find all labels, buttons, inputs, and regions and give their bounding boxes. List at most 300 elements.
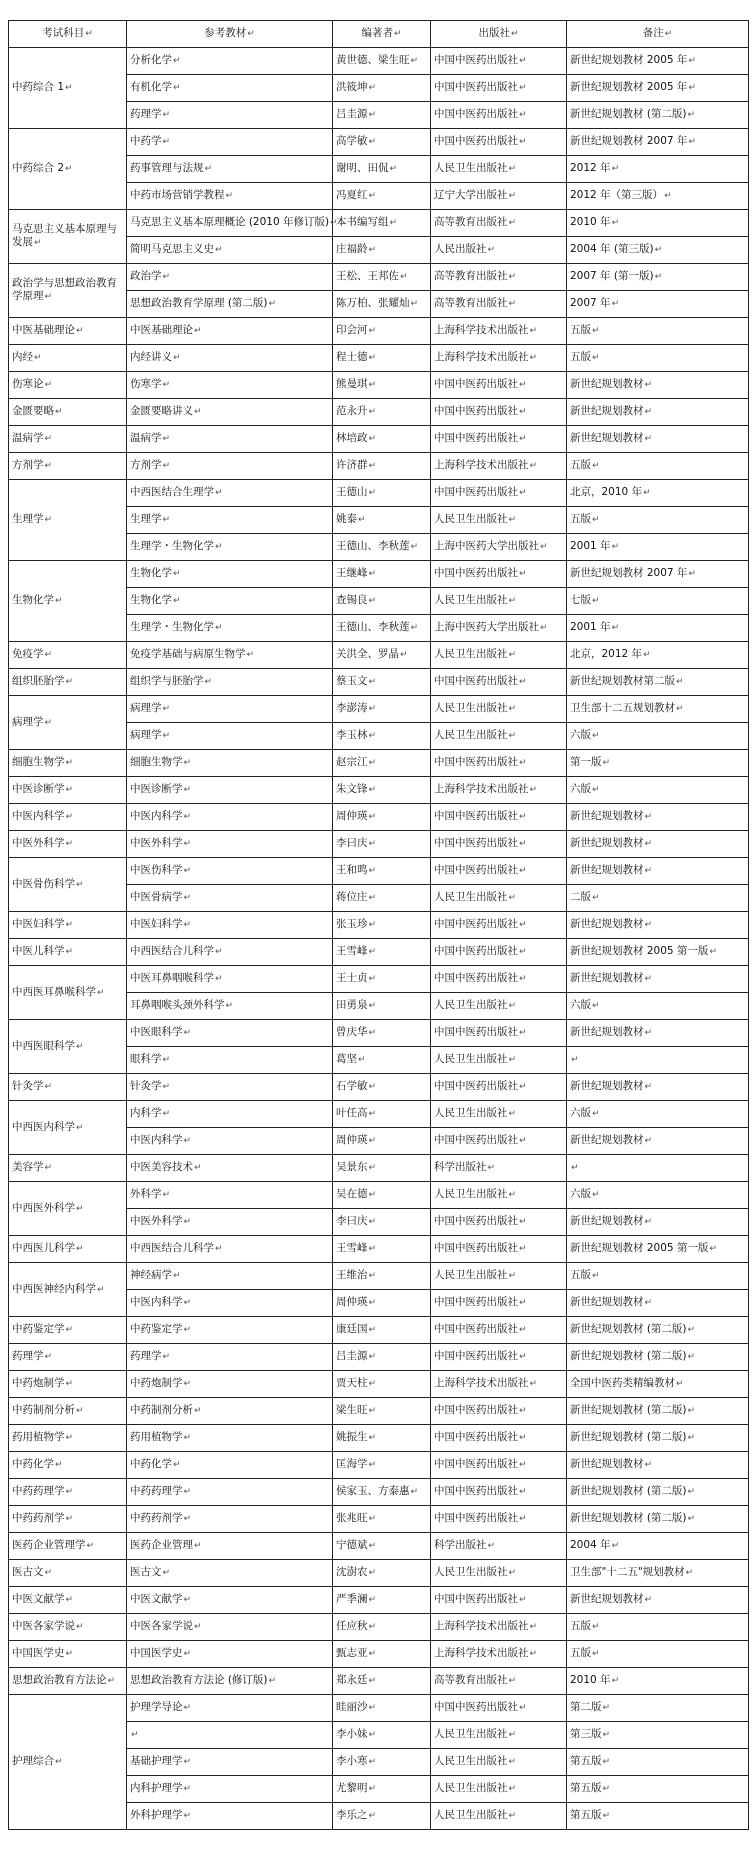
paragraph-mark-icon: ↵ — [368, 1622, 377, 1632]
paragraph-mark-icon: ↵ — [508, 893, 517, 903]
publisher-cell: 中国中医药出版社↵ — [431, 750, 567, 777]
subject-cell: 中医诊断学↵ — [9, 777, 127, 804]
author-cell: 沈澍农↵ — [333, 1560, 431, 1587]
paragraph-mark-icon: ↵ — [204, 164, 213, 174]
paragraph-mark-icon: ↵ — [611, 218, 620, 228]
paragraph-mark-icon: ↵ — [183, 920, 192, 930]
author-cell: 李澎涛↵ — [333, 696, 431, 723]
paragraph-mark-icon: ↵ — [400, 650, 408, 660]
paragraph-mark-icon: ↵ — [225, 1001, 234, 1011]
paragraph-mark-icon: ↵ — [592, 326, 600, 336]
paragraph-mark-icon: ↵ — [76, 1244, 84, 1254]
paragraph-mark-icon: ↵ — [194, 1163, 202, 1173]
paragraph-mark-icon: ↵ — [44, 650, 53, 660]
paragraph-mark-icon: ↵ — [368, 1730, 377, 1740]
remarks-cell: 新世纪规划教材 (第二版)↵ — [567, 1398, 749, 1425]
remarks-cell: 卫生部十二五规划教材↵ — [567, 696, 749, 723]
author-cell: 庄福龄↵ — [333, 237, 431, 264]
publisher-cell: 人民卫生出版社↵ — [431, 1263, 567, 1290]
paragraph-mark-icon: ↵ — [76, 1122, 84, 1133]
table-row — [9, 831, 749, 858]
paragraph-mark-icon: ↵ — [571, 1055, 579, 1065]
table-row — [9, 1479, 749, 1506]
paragraph-mark-icon: ↵ — [611, 542, 620, 552]
subject-cell: 病理学↵ — [9, 696, 127, 750]
paragraph-mark-icon: ↵ — [487, 1541, 496, 1551]
author-cell: 宁德斌↵ — [333, 1533, 431, 1560]
author-cell: 黄世德、梁生旺↵ — [333, 48, 431, 75]
publisher-cell: 人民卫生出版社↵ — [431, 156, 567, 183]
textbook-cell: 分析化学↵ — [127, 48, 333, 75]
subject-cell: 针灸学↵ — [9, 1074, 127, 1101]
textbook-cell: 组织学与胚胎学↵ — [127, 669, 333, 696]
author-cell: 严季澜↵ — [333, 1587, 431, 1614]
paragraph-mark-icon: ↵ — [368, 1676, 377, 1686]
publisher-cell: 中国中医药出版社↵ — [431, 1398, 567, 1425]
table-row — [9, 858, 749, 885]
subject-cell: 思想政治教育方法论↵ — [9, 1668, 127, 1695]
remarks-cell: 2001 年↵ — [567, 615, 749, 642]
paragraph-mark-icon: ↵ — [65, 1379, 74, 1389]
author-cell: 石学敏↵ — [333, 1074, 431, 1101]
remarks-cell — [567, 1155, 749, 1182]
header-cell-publisher: 出版社↵ — [431, 21, 567, 48]
remarks-cell: 2007 年 (第一版)↵ — [567, 264, 749, 291]
remarks-cell: 六版↵ — [567, 1182, 749, 1209]
paragraph-mark-icon: ↵ — [76, 1041, 84, 1052]
paragraph-mark-icon: ↵ — [519, 380, 527, 390]
paragraph-mark-icon: ↵ — [183, 1703, 192, 1713]
paragraph-mark-icon: ↵ — [65, 83, 73, 93]
paragraph-mark-icon: ↵ — [162, 1055, 171, 1065]
table-row — [9, 642, 749, 669]
table-row — [9, 372, 749, 399]
remarks-cell: 2012 年↵ — [567, 156, 749, 183]
paragraph-mark-icon: ↵ — [592, 1109, 600, 1119]
author-cell: 林培政↵ — [333, 426, 431, 453]
subject-cell: 医药企业管理学↵ — [9, 1533, 127, 1560]
paragraph-mark-icon: ↵ — [644, 839, 653, 849]
paragraph-mark-icon: ↵ — [65, 758, 74, 768]
paragraph-mark-icon: ↵ — [162, 515, 171, 525]
paragraph-mark-icon: ↵ — [592, 1271, 600, 1281]
paragraph-mark-icon: ↵ — [508, 1757, 517, 1767]
paragraph-mark-icon: ↵ — [65, 920, 74, 930]
remarks-cell: 新世纪规划教材 2005 年↵ — [567, 75, 749, 102]
paragraph-mark-icon: ↵ — [268, 1676, 277, 1686]
paragraph-mark-icon: ↵ — [215, 245, 223, 255]
paragraph-mark-icon: ↵ — [368, 1163, 377, 1173]
table-row — [9, 1587, 749, 1614]
subject-cell: 药用植物学↵ — [9, 1425, 127, 1452]
paragraph-mark-icon: ↵ — [368, 434, 377, 444]
author-cell: 谢明、田侃↵ — [333, 156, 431, 183]
remarks-cell: 新世纪规划教材 (第二版)↵ — [567, 102, 749, 129]
author-cell: 王维治↵ — [333, 1263, 431, 1290]
remarks-cell: 五版↵ — [567, 318, 749, 345]
paragraph-mark-icon: ↵ — [173, 1460, 181, 1470]
paragraph-mark-icon: ↵ — [508, 272, 517, 282]
subject-cell: 中医妇科学↵ — [9, 912, 127, 939]
table-row — [9, 1533, 749, 1560]
paragraph-mark-icon: ↵ — [183, 1487, 192, 1497]
author-cell: 葛坚↵ — [333, 1047, 431, 1074]
textbook-cell: 内经讲义↵ — [127, 345, 333, 372]
paragraph-mark-icon: ↵ — [644, 407, 653, 417]
paragraph-mark-icon: ↵ — [644, 1136, 653, 1146]
textbook-cell: 中药市场营销学教程↵ — [127, 183, 333, 210]
table-row — [9, 318, 749, 345]
table-row — [9, 1614, 749, 1641]
paragraph-mark-icon: ↵ — [519, 83, 527, 93]
paragraph-mark-icon: ↵ — [65, 677, 74, 687]
paragraph-mark-icon: ↵ — [86, 1541, 95, 1551]
publisher-cell: 上海科学技术出版社↵ — [431, 1641, 567, 1668]
paragraph-mark-icon: ↵ — [508, 1190, 517, 1200]
paragraph-mark-icon: ↵ — [162, 731, 171, 741]
paragraph-mark-icon: ↵ — [529, 461, 538, 471]
textbook-cell: 中医外科学↵ — [127, 831, 333, 858]
remarks-cell: 新世纪规划教材 2007 年↵ — [567, 561, 749, 588]
paragraph-mark-icon: ↵ — [519, 866, 527, 876]
paragraph-mark-icon: ↵ — [611, 299, 620, 309]
textbook-cell: 思想政治教育方法论 (修订版)↵ — [127, 1668, 333, 1695]
paragraph-mark-icon: ↵ — [410, 1487, 419, 1497]
paragraph-mark-icon: ↵ — [225, 191, 234, 201]
publisher-cell: 高等教育出版社↵ — [431, 210, 567, 237]
remarks-cell: 第三版↵ — [567, 1722, 749, 1749]
author-cell: 周仲瑛↵ — [333, 1128, 431, 1155]
remarks-cell: 新世纪规划教材 (第二版)↵ — [567, 1425, 749, 1452]
author-cell: 王德山、李秋莲↵ — [333, 534, 431, 561]
paragraph-mark-icon: ↵ — [162, 434, 171, 444]
author-cell: 姚振生↵ — [333, 1425, 431, 1452]
paragraph-mark-icon: ↵ — [519, 812, 527, 822]
subject-cell: 免疫学↵ — [9, 642, 127, 669]
subject-cell: 马克思主义基本原理与发展↵ — [9, 210, 127, 264]
paragraph-mark-icon: ↵ — [194, 1541, 202, 1551]
subject-cell: 中药制剂分析↵ — [9, 1398, 127, 1425]
paragraph-mark-icon: ↵ — [368, 596, 377, 606]
paragraph-mark-icon: ↵ — [368, 1028, 377, 1038]
remarks-cell: 新世纪规划教材↵ — [567, 399, 749, 426]
textbook-cell: 外科护理学↵ — [127, 1803, 333, 1830]
remarks-cell: 新世纪规划教材 (第二版)↵ — [567, 1317, 749, 1344]
paragraph-mark-icon: ↵ — [65, 785, 74, 795]
remarks-cell: 2012 年（第三版）↵ — [567, 183, 749, 210]
author-cell: 本书编写组↵ — [333, 210, 431, 237]
textbook-cell: 生理学↵ — [127, 507, 333, 534]
paragraph-mark-icon: ↵ — [519, 974, 527, 984]
author-cell: 姚泰↵ — [333, 507, 431, 534]
author-cell: 冯夏红↵ — [333, 183, 431, 210]
paragraph-mark-icon: ↵ — [519, 947, 527, 957]
remarks-cell: 新世纪规划教材↵ — [567, 372, 749, 399]
paragraph-mark-icon: ↵ — [611, 1676, 620, 1686]
publisher-cell: 中国中医药出版社↵ — [431, 1074, 567, 1101]
paragraph-mark-icon: ↵ — [173, 56, 181, 66]
paragraph-mark-icon: ↵ — [183, 1433, 192, 1443]
publisher-cell: 中国中医药出版社↵ — [431, 1290, 567, 1317]
remarks-cell — [567, 1047, 749, 1074]
paragraph-mark-icon: ↵ — [644, 1028, 653, 1038]
textbook-cell: 中药药理学↵ — [127, 1479, 333, 1506]
paragraph-mark-icon: ↵ — [162, 272, 171, 282]
paragraph-mark-icon: ↵ — [644, 434, 653, 444]
paragraph-mark-icon: ↵ — [529, 1622, 538, 1632]
publisher-cell: 中国中医药出版社↵ — [431, 1209, 567, 1236]
table-row — [9, 1236, 749, 1263]
paragraph-mark-icon: ↵ — [519, 1514, 527, 1524]
paragraph-mark-icon: ↵ — [76, 1406, 84, 1416]
subject-cell: 中药药理学↵ — [9, 1479, 127, 1506]
author-cell: 吴在德↵ — [333, 1182, 431, 1209]
remarks-cell: 新世纪规划教材 2007 年↵ — [567, 129, 749, 156]
textbook-cell: 中西医结合儿科学↵ — [127, 939, 333, 966]
paragraph-mark-icon: ↵ — [529, 1379, 538, 1389]
paragraph-mark-icon: ↵ — [602, 758, 611, 768]
remarks-cell: 2001 年↵ — [567, 534, 749, 561]
textbook-cell: 中医各家学说↵ — [127, 1614, 333, 1641]
table-row — [9, 804, 749, 831]
paragraph-mark-icon: ↵ — [685, 1568, 694, 1578]
paragraph-mark-icon: ↵ — [519, 1325, 527, 1335]
remarks-cell: 六版↵ — [567, 777, 749, 804]
paragraph-mark-icon: ↵ — [688, 137, 696, 147]
subject-cell: 医古文↵ — [9, 1560, 127, 1587]
author-cell: 吕圭源↵ — [333, 102, 431, 129]
header-cell-remarks: 备注↵ — [567, 21, 749, 48]
author-cell: 范永升↵ — [333, 399, 431, 426]
author-cell: 李曰庆↵ — [333, 1209, 431, 1236]
paragraph-mark-icon: ↵ — [654, 245, 663, 255]
paragraph-mark-icon: ↵ — [519, 569, 527, 579]
paragraph-mark-icon: ↵ — [368, 731, 377, 741]
paragraph-mark-icon: ↵ — [368, 1136, 377, 1146]
paragraph-mark-icon: ↵ — [173, 1271, 181, 1281]
table-header — [9, 21, 749, 48]
paragraph-mark-icon: ↵ — [268, 299, 277, 309]
subject-cell: 护理综合↵ — [9, 1695, 127, 1830]
subject-cell: 伤寒论↵ — [9, 372, 127, 399]
paragraph-mark-icon: ↵ — [107, 1676, 116, 1686]
publisher-cell: 人民出版社↵ — [431, 237, 567, 264]
author-cell: 李乐之↵ — [333, 1803, 431, 1830]
paragraph-mark-icon: ↵ — [76, 1622, 84, 1632]
paragraph-mark-icon: ↵ — [65, 1514, 74, 1524]
subject-cell: 中西医神经内科学↵ — [9, 1263, 127, 1317]
author-cell: 许济群↵ — [333, 453, 431, 480]
paragraph-mark-icon: ↵ — [368, 407, 377, 417]
publisher-cell: 上海科学技术出版社↵ — [431, 1371, 567, 1398]
publisher-cell: 中国中医药出版社↵ — [431, 1344, 567, 1371]
publisher-cell: 中国中医药出版社↵ — [431, 102, 567, 129]
paragraph-mark-icon: ↵ — [644, 1595, 653, 1605]
publisher-cell: 中国中医药出版社↵ — [431, 399, 567, 426]
textbook-cell: 中医内科学↵ — [127, 1128, 333, 1155]
paragraph-mark-icon: ↵ — [508, 1271, 517, 1281]
table-row — [9, 1074, 749, 1101]
publisher-cell: 中国中医药出版社↵ — [431, 669, 567, 696]
remarks-cell: 六版↵ — [567, 1101, 749, 1128]
publisher-cell: 中国中医药出版社↵ — [431, 129, 567, 156]
paragraph-mark-icon: ↵ — [55, 596, 63, 606]
textbook-cell: 有机化学↵ — [127, 75, 333, 102]
paragraph-mark-icon: ↵ — [410, 56, 419, 66]
paragraph-mark-icon: ↵ — [368, 1568, 377, 1578]
paragraph-mark-icon: ↵ — [519, 677, 527, 687]
table-row — [9, 426, 749, 453]
paragraph-mark-icon: ↵ — [368, 1433, 377, 1443]
publisher-cell: 人民卫生出版社↵ — [431, 885, 567, 912]
paragraph-mark-icon: ↵ — [65, 947, 74, 957]
textbook-cell: 病理学↵ — [127, 696, 333, 723]
table-row — [9, 1506, 749, 1533]
remarks-cell: 新世纪规划教材↵ — [567, 1128, 749, 1155]
remarks-cell: 新世纪规划教材 2005 第一版↵ — [567, 1236, 749, 1263]
paragraph-mark-icon: ↵ — [368, 893, 377, 903]
paragraph-mark-icon: ↵ — [65, 839, 74, 849]
author-cell: 李玉林↵ — [333, 723, 431, 750]
publisher-cell: 人民卫生出版社↵ — [431, 1047, 567, 1074]
paragraph-mark-icon: ↵ — [368, 1325, 377, 1335]
paragraph-mark-icon: ↵ — [508, 515, 517, 525]
paragraph-mark-icon: ↵ — [368, 947, 377, 957]
paragraph-mark-icon: ↵ — [368, 1001, 377, 1011]
paragraph-mark-icon: ↵ — [44, 1568, 53, 1578]
remarks-cell: 新世纪规划教材↵ — [567, 858, 749, 885]
paragraph-mark-icon: ↵ — [368, 866, 377, 876]
paragraph-mark-icon: ↵ — [368, 83, 377, 93]
paragraph-mark-icon: ↵ — [410, 299, 419, 309]
paragraph-mark-icon: ↵ — [644, 812, 653, 822]
table-row — [9, 669, 749, 696]
table-row — [9, 1263, 749, 1290]
paragraph-mark-icon: ↵ — [368, 380, 377, 390]
paragraph-mark-icon: ↵ — [602, 1703, 611, 1713]
textbook-cell: 病理学↵ — [127, 723, 333, 750]
paragraph-mark-icon: ↵ — [183, 1136, 192, 1146]
publisher-cell: 人民卫生出版社↵ — [431, 1803, 567, 1830]
paragraph-mark-icon: ↵ — [44, 717, 53, 728]
paragraph-mark-icon: ↵ — [644, 1460, 653, 1470]
paragraph-mark-icon: ↵ — [592, 1001, 600, 1011]
table-body — [9, 48, 749, 1830]
remarks-cell: 新世纪规划教材↵ — [567, 831, 749, 858]
subject-cell: 方剂学↵ — [9, 453, 127, 480]
publisher-cell: 中国中医药出版社↵ — [431, 1452, 567, 1479]
paragraph-mark-icon: ↵ — [65, 1649, 74, 1659]
paragraph-mark-icon: ↵ — [644, 974, 653, 984]
publisher-cell: 中国中医药出版社↵ — [431, 48, 567, 75]
paragraph-mark-icon: ↵ — [519, 1028, 527, 1038]
paragraph-mark-icon: ↵ — [368, 704, 377, 714]
subject-cell: 中西医眼科学↵ — [9, 1020, 127, 1074]
author-cell: 赵宗江↵ — [333, 750, 431, 777]
paragraph-mark-icon: ↵ — [592, 461, 600, 471]
table-row — [9, 1425, 749, 1452]
paragraph-mark-icon: ↵ — [644, 1082, 653, 1092]
paragraph-mark-icon: ↵ — [508, 596, 517, 606]
subject-cell: 生物化学↵ — [9, 561, 127, 642]
paragraph-mark-icon: ↵ — [688, 56, 696, 66]
paragraph-mark-icon: ↵ — [44, 1352, 53, 1362]
paragraph-mark-icon: ↵ — [194, 1622, 202, 1632]
publisher-cell: 中国中医药出版社↵ — [431, 426, 567, 453]
publisher-cell: 上海科学技术出版社↵ — [431, 318, 567, 345]
subject-cell: 中医儿科学↵ — [9, 939, 127, 966]
textbook-cell: 政治学↵ — [127, 264, 333, 291]
paragraph-mark-icon: ↵ — [602, 1730, 611, 1740]
remarks-cell: 新世纪规划教材 2005 年↵ — [567, 48, 749, 75]
paragraph-mark-icon: ↵ — [97, 1284, 105, 1295]
publisher-cell: 人民卫生出版社↵ — [431, 1560, 567, 1587]
remarks-cell: 新世纪规划教材↵ — [567, 1020, 749, 1047]
paragraph-mark-icon: ↵ — [644, 920, 653, 930]
remarks-cell: 五版↵ — [567, 1263, 749, 1290]
paragraph-mark-icon: ↵ — [194, 326, 202, 336]
paragraph-mark-icon: ↵ — [131, 1730, 139, 1740]
paragraph-mark-icon: ↵ — [368, 245, 377, 255]
paragraph-mark-icon: ↵ — [687, 1487, 696, 1497]
textbook-cell: 中药制剂分析↵ — [127, 1398, 333, 1425]
table-row — [9, 1560, 749, 1587]
author-cell: 王和鸣↵ — [333, 858, 431, 885]
paragraph-mark-icon: ↵ — [44, 292, 53, 302]
paragraph-mark-icon: ↵ — [592, 1190, 600, 1200]
textbook-cell: 马克思主义基本原理概论 (2010 年修订版)↵ — [127, 210, 333, 237]
author-cell: 周仲瑛↵ — [333, 804, 431, 831]
paragraph-mark-icon: ↵ — [368, 137, 377, 147]
publisher-cell: 上海科学技术出版社↵ — [431, 453, 567, 480]
paragraph-mark-icon: ↵ — [358, 1055, 366, 1065]
paragraph-mark-icon: ↵ — [688, 83, 696, 93]
paragraph-mark-icon: ↵ — [519, 1136, 527, 1146]
paragraph-mark-icon: ↵ — [368, 839, 377, 849]
paragraph-mark-icon: ↵ — [410, 542, 419, 552]
remarks-cell: 第二版↵ — [567, 1695, 749, 1722]
paragraph-mark-icon: ↵ — [183, 1757, 192, 1767]
paragraph-mark-icon: ↵ — [173, 83, 181, 93]
publisher-cell: 上海科学技术出版社↵ — [431, 1614, 567, 1641]
remarks-cell: 2010 年↵ — [567, 1668, 749, 1695]
paragraph-mark-icon: ↵ — [183, 1298, 192, 1308]
author-cell: 蒋位庄↵ — [333, 885, 431, 912]
remarks-cell: 新世纪规划教材↵ — [567, 426, 749, 453]
author-cell: 王雪峰↵ — [333, 939, 431, 966]
paragraph-mark-icon: ↵ — [368, 1217, 377, 1227]
table-row — [9, 561, 749, 588]
textbook-cell: 伤寒学↵ — [127, 372, 333, 399]
textbook-cell: 中医基础理论↵ — [127, 318, 333, 345]
table-row — [9, 1668, 749, 1695]
paragraph-mark-icon: ↵ — [508, 299, 517, 309]
paragraph-mark-icon: ↵ — [368, 677, 377, 687]
paragraph-mark-icon: ↵ — [519, 1406, 527, 1416]
paragraph-mark-icon: ↵ — [65, 1325, 74, 1335]
paragraph-mark-icon: ↵ — [709, 1244, 717, 1254]
textbook-cell: 耳鼻咽喉头颈外科学↵ — [127, 993, 333, 1020]
subject-cell: 内经↵ — [9, 345, 127, 372]
author-cell: 眭丽沙↵ — [333, 1695, 431, 1722]
remarks-cell: 北京，2010 年↵ — [567, 480, 749, 507]
reference-textbook-table — [8, 20, 749, 1830]
paragraph-mark-icon: ↵ — [508, 164, 517, 174]
table-row — [9, 345, 749, 372]
remarks-cell: 第五版↵ — [567, 1749, 749, 1776]
paragraph-mark-icon: ↵ — [162, 137, 171, 147]
paragraph-mark-icon: ↵ — [508, 1109, 517, 1119]
